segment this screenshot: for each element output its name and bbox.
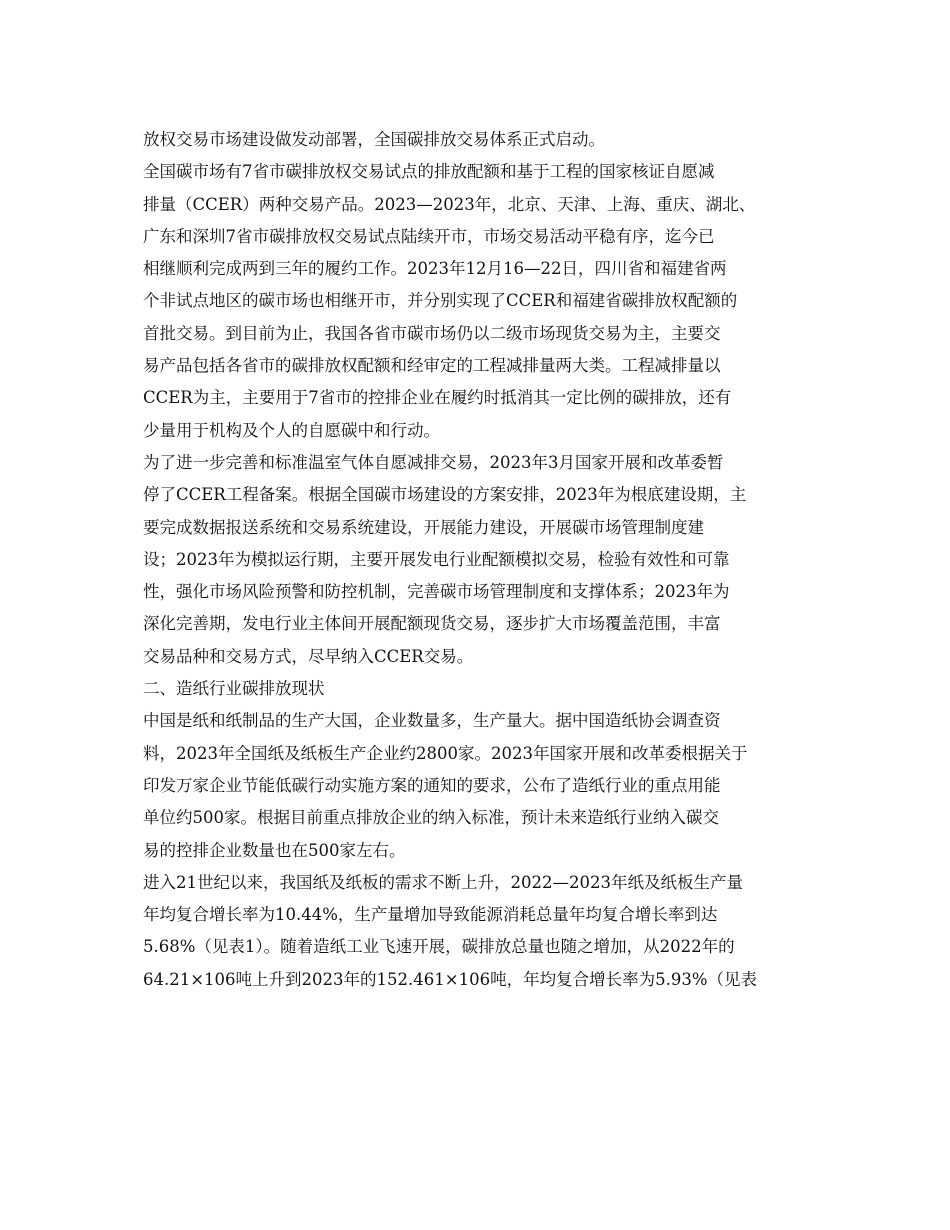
text-line: 放权交易市场建设做发动部署，全国碳排放交易体系正式启动。 [143, 130, 605, 149]
text-line: 广东和深圳7省市碳排放权交易试点陆续开市，市场交易活动平稳有序，迄今已 [143, 226, 715, 246]
text-line: 要完成数据报送系统和交易系统建设，开展能力建设，开展碳市场管理制度建 [143, 517, 704, 537]
text-line: 相继顺利完成两到三年的履约工作。2023年12月16—22日，四川省和福建省两 [143, 259, 727, 279]
text-line: 首批交易。到目前为止，我国各省市碳市场仍以二级市场现货交易为主，主要交 [143, 323, 721, 343]
text-line: 停了CCER工程备案。根据全国碳市场建设的方案安排，2023年为根底建设期，主 [143, 485, 747, 505]
text-line: 料，2023年全国纸及纸板生产企业约2800家。2023年国家开展和改革委根据关于 [143, 743, 748, 763]
text-line: 交易品种和交易方式，尽早纳入CCER交易。 [143, 646, 474, 666]
text-line: 年均复合增长率为10.44%，生产量增加导致能源消耗总量年均复合增长率到达 [143, 905, 718, 925]
text-line: 少量用于机构及个人的自愿碳中和行动。 [143, 420, 440, 440]
text-line: 设；2023年为模拟运行期，主要开展发电行业配额模拟交易，检验有效性和可靠 [143, 549, 730, 569]
text-line: 个非试点地区的碳市场也相继开市，并分别实现了CCER和福建省碳排放权配额的 [143, 291, 738, 311]
text-line: 全国碳市场有7省市碳排放权交易试点的排放配额和基于工程的国家核证自愿减 [143, 162, 715, 182]
text-line: 64.21×106吨上升到2023年的152.461×106吨，年均复合增长率为5.93%（见表 [143, 969, 758, 989]
text-line: CCER为主，主要用于7省市的控排企业在履约时抵消其一定比例的碳排放，还有 [143, 388, 732, 408]
section-heading: 二、造纸行业碳排放现状 [143, 679, 325, 699]
text-line: 易的控排企业数量也在500家左右。 [143, 840, 406, 860]
text-line: 进入21世纪以来，我国纸及纸板的需求不断上升，2022—2023年纸及纸板生产量 [143, 872, 743, 892]
text-line: 为了进一步完善和标准温室气体自愿减排交易，2023年3月国家开展和改革委暂 [143, 452, 724, 472]
text-line: 单位约500家。根据目前重点排放企业的纳入标准，预计未来造纸行业纳入碳交 [143, 808, 719, 828]
text-line: 深化完善期，发电行业主体间开展配额现货交易，逐步扩大市场覆盖范围，丰富 [143, 614, 721, 634]
text-line: 性，强化市场风险预警和防控机制，完善碳市场管理制度和支撑体系；2023年为 [143, 582, 730, 602]
text-line: 中国是纸和纸制品的生产大国，企业数量多，生产量大。据中国造纸协会调查资 [143, 711, 721, 731]
body-text [143, 124, 808, 996]
text-line: 排量（CCER）两种交易产品。2023—2023年，北京、天津、上海、重庆、湖北、 [143, 194, 756, 214]
text-line: 印发万家企业节能低碳行动实施方案的通知的要求，公布了造纸行业的重点用能 [143, 775, 721, 795]
text-line: 易产品包括各省市的碳排放权配额和经审定的工程减排量两大类。工程减排量以 [143, 356, 721, 376]
text-line: 5.68%（见表1）。随着造纸工业飞速开展，碳排放总量也随之增加，从2022年的 [143, 937, 735, 957]
